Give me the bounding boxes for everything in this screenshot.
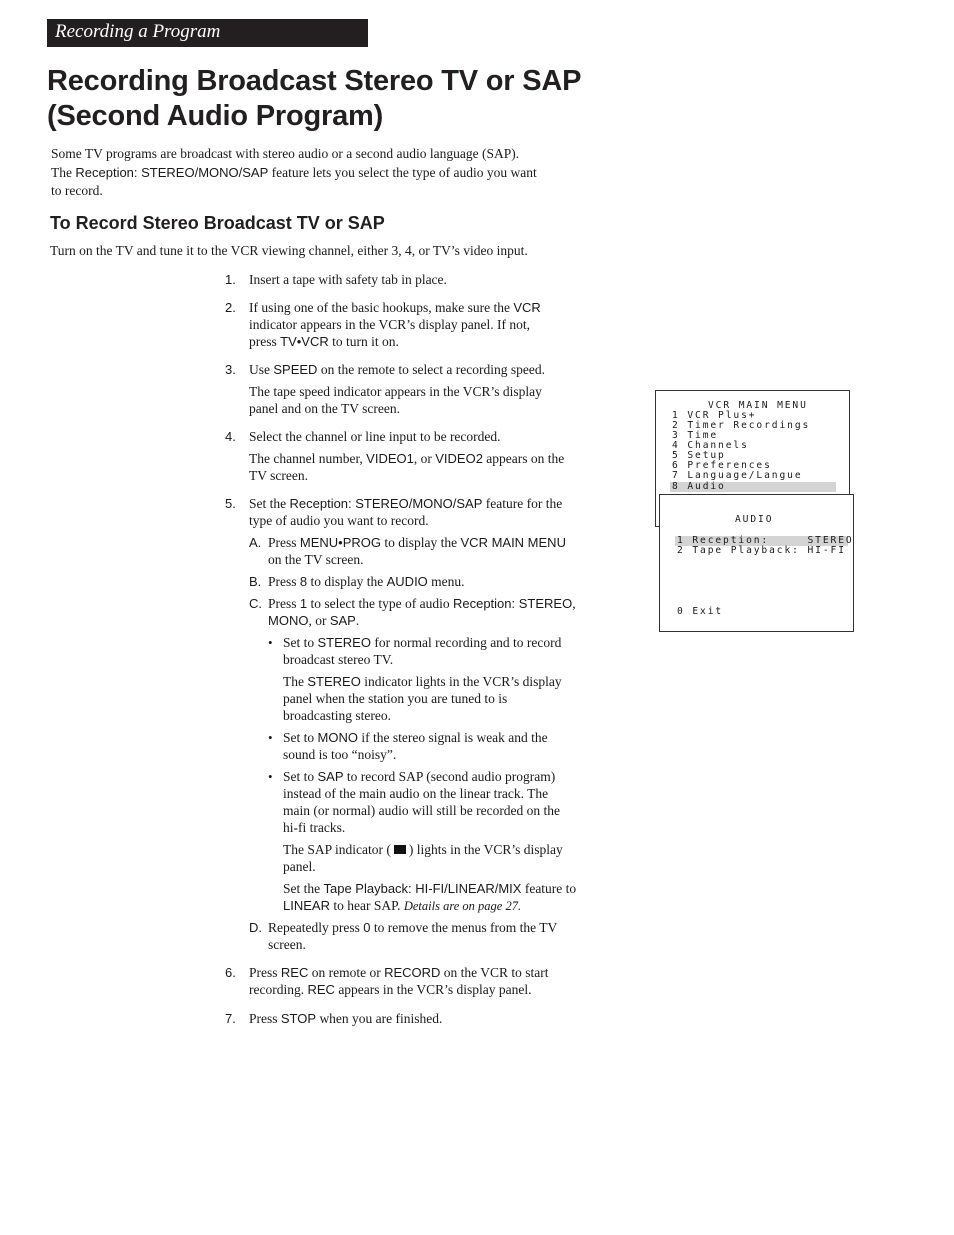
text: Set the (249, 496, 290, 511)
substep-letter: B. (249, 574, 262, 589)
keyword: Tape Playback: HI-FI/LINEAR/MIX (323, 881, 522, 896)
menu-title: VCR MAIN MENU (708, 400, 808, 411)
menu-item: 7 Language/Langue (672, 470, 803, 481)
page-title-line-2: (Second Audio Program) (47, 100, 384, 132)
step-text (249, 1010, 614, 1027)
menu-exit: 0 Exit (677, 606, 724, 617)
text: to remove the menus from the TV (370, 920, 558, 935)
text: The SAP indicator ( (283, 842, 391, 857)
text: The tape speed indicator appears in the VCR’s display (249, 384, 542, 399)
page-title (47, 64, 581, 134)
bullet-marker: • (268, 635, 273, 650)
text: . (355, 613, 360, 628)
text: TV screen. (249, 468, 308, 483)
text: If using one of the basic hookups, make sure the (249, 300, 514, 315)
text: if the stereo signal is weak and the (357, 730, 548, 745)
text: menu. (427, 574, 465, 589)
intro-text: to record. (51, 183, 103, 198)
keyword: STOP (280, 1011, 317, 1026)
menu-item: 6 Preferences (672, 460, 772, 471)
keyword: VCR (513, 300, 541, 315)
step-number: 3. (225, 362, 236, 377)
page-reference: Details are on page 27. (403, 899, 522, 913)
step-number: 4. (225, 429, 236, 444)
text: when you are finished. (316, 1011, 443, 1026)
text: The (283, 674, 308, 689)
keyword: AUDIO (386, 574, 428, 589)
intro-text: Some TV programs are broadcast with stereo audio or a second audio language (SAP). (51, 146, 520, 161)
text: Press (268, 596, 300, 611)
keyword: 0 (363, 920, 371, 935)
text: indicator lights in the VCR’s display (360, 674, 562, 689)
substep-letter: A. (249, 535, 262, 550)
menu-title: AUDIO (735, 514, 774, 525)
page-title-line-1: Recording Broadcast Stereo TV or SAP (47, 65, 582, 97)
keyword: LINEAR (283, 898, 330, 913)
text: on the VCR to start (440, 965, 549, 980)
step-text (249, 495, 614, 529)
keyword: TV•VCR (280, 334, 329, 349)
menu-item: 4 Channels (672, 440, 749, 451)
text: sound is too “noisy”. (283, 747, 397, 762)
keyword: STEREO (307, 674, 361, 689)
text: to turn it on. (328, 334, 399, 349)
substep-text (268, 534, 613, 568)
text: The channel number, (249, 451, 367, 466)
text: Press (249, 1011, 281, 1026)
keyword: Reception: STEREO/MONO/SAP (289, 496, 483, 511)
keyword: REC (307, 982, 335, 997)
keyword: SPEED (273, 362, 318, 377)
text: on remote or (308, 965, 385, 980)
lead-paragraph: Turn on the TV and tune it to the VCR viewing channel, either 3, 4, or TV’s video input. (50, 243, 528, 258)
text: to record SAP (second audio program) (343, 769, 556, 784)
bullet-marker: • (268, 769, 273, 784)
text: appears on the (482, 451, 565, 466)
substep-letter: C. (249, 596, 262, 611)
step-number: 7. (225, 1011, 236, 1026)
text: on the remote to select a recording speed. (317, 362, 545, 377)
text: feature for the (482, 496, 563, 511)
text: panel and on the TV screen. (249, 401, 400, 416)
substep-text (268, 573, 613, 590)
text: feature to (521, 881, 577, 896)
step-text (249, 450, 614, 484)
audio-menu-screen (659, 494, 854, 632)
section-header-text: Recording a Program (55, 21, 221, 42)
text: on the TV screen. (268, 552, 364, 567)
text: Set to (283, 769, 318, 784)
text: to display the (307, 574, 387, 589)
intro-text: The (51, 164, 76, 180)
menu-item-highlighted: 1 Reception: STEREO (677, 535, 854, 546)
text: press (249, 334, 281, 349)
keyword: REC (280, 965, 309, 980)
step-text (249, 383, 614, 417)
bullet-text (283, 841, 613, 875)
menu-item: 2 Timer Recordings (672, 420, 811, 431)
keyword: VIDEO2 (435, 451, 483, 466)
keyword: 8 (299, 574, 308, 589)
text: main (or normal) audio will still be recorded on the (283, 803, 561, 818)
substep-text (268, 919, 613, 953)
substep-text (268, 595, 613, 629)
text: instead of the main audio on the linear track. The (283, 786, 549, 801)
keyword: Reception: STEREO (452, 596, 573, 611)
bullet-text (283, 634, 613, 668)
bullet-text (283, 673, 613, 724)
text: Set to (283, 635, 318, 650)
text: hi-fi tracks. (283, 820, 346, 835)
menu-item: 1 VCR Plus+ (672, 410, 757, 421)
menu-item: 3 Time (672, 430, 719, 441)
text: Press (268, 535, 300, 550)
bullet-marker: • (268, 730, 273, 745)
text: to select the type of audio (307, 596, 453, 611)
step-number: 1. (225, 272, 236, 287)
text: panel when the station you are tuned to is (283, 691, 508, 706)
section-heading: To Record Stereo Broadcast TV or SAP (50, 213, 385, 233)
keyword: MONO (317, 730, 358, 745)
text: to hear SAP. (329, 898, 404, 913)
keyword: SAP (329, 613, 356, 628)
keyword: STEREO (317, 635, 371, 650)
step-text (249, 299, 614, 350)
keyword: MENU•PROG (299, 535, 382, 550)
step-text: Insert a tape with safety tab in place. (249, 272, 447, 287)
text: to display the (381, 535, 461, 550)
menu-item: 2 Tape Playback: HI-FI (677, 545, 846, 556)
intro-paragraph (51, 145, 611, 201)
keyword: VIDEO1 (366, 451, 414, 466)
text: Repeatedly press (268, 920, 364, 935)
text: for normal recording and to record (370, 635, 562, 650)
step-number: 6. (225, 965, 236, 980)
keyword: MONO (268, 613, 309, 628)
step-number: 2. (225, 300, 236, 315)
text: broadcast stereo TV. (283, 652, 394, 667)
text: Press (268, 574, 300, 589)
text: , or (308, 613, 330, 628)
substep-letter: D. (249, 920, 262, 935)
text: type of audio you want to record. (249, 513, 429, 528)
text: panel. (283, 859, 316, 874)
text: Press (249, 965, 281, 980)
text: , (572, 596, 576, 611)
bullet-text (283, 729, 613, 763)
menu-item: 5 Setup (672, 450, 726, 461)
keyword: RECORD (384, 965, 441, 980)
step-text: Select the channel or line input to be recorded. (249, 429, 501, 444)
keyword: VCR MAIN MENU (460, 535, 566, 550)
section-header-bar (47, 19, 368, 47)
text: , or (413, 451, 436, 466)
sap-indicator-icon (394, 845, 406, 854)
step-text (249, 964, 614, 998)
keyword: Reception: STEREO/MONO/SAP (75, 164, 269, 180)
bullet-text (283, 768, 613, 836)
keyword: SAP (317, 769, 344, 784)
text: recording. (249, 982, 308, 997)
text: ) lights in the VCR’s display (408, 842, 563, 857)
text: screen. (268, 937, 306, 952)
keyword: 1 (299, 596, 308, 611)
intro-text: feature lets you select the type of audio you want (268, 164, 537, 180)
text: indicator appears in the VCR’s display panel. If not, (249, 317, 530, 332)
text: broadcasting stereo. (283, 708, 391, 723)
step-number: 5. (225, 496, 236, 511)
step-text (249, 361, 614, 378)
text: appears in the VCR’s display panel. (334, 982, 532, 997)
text: Use (249, 362, 274, 377)
text: Set the (283, 881, 324, 896)
bullet-text (283, 880, 613, 915)
text: Set to (283, 730, 318, 745)
menu-item-highlighted: 8 Audio (670, 482, 836, 492)
